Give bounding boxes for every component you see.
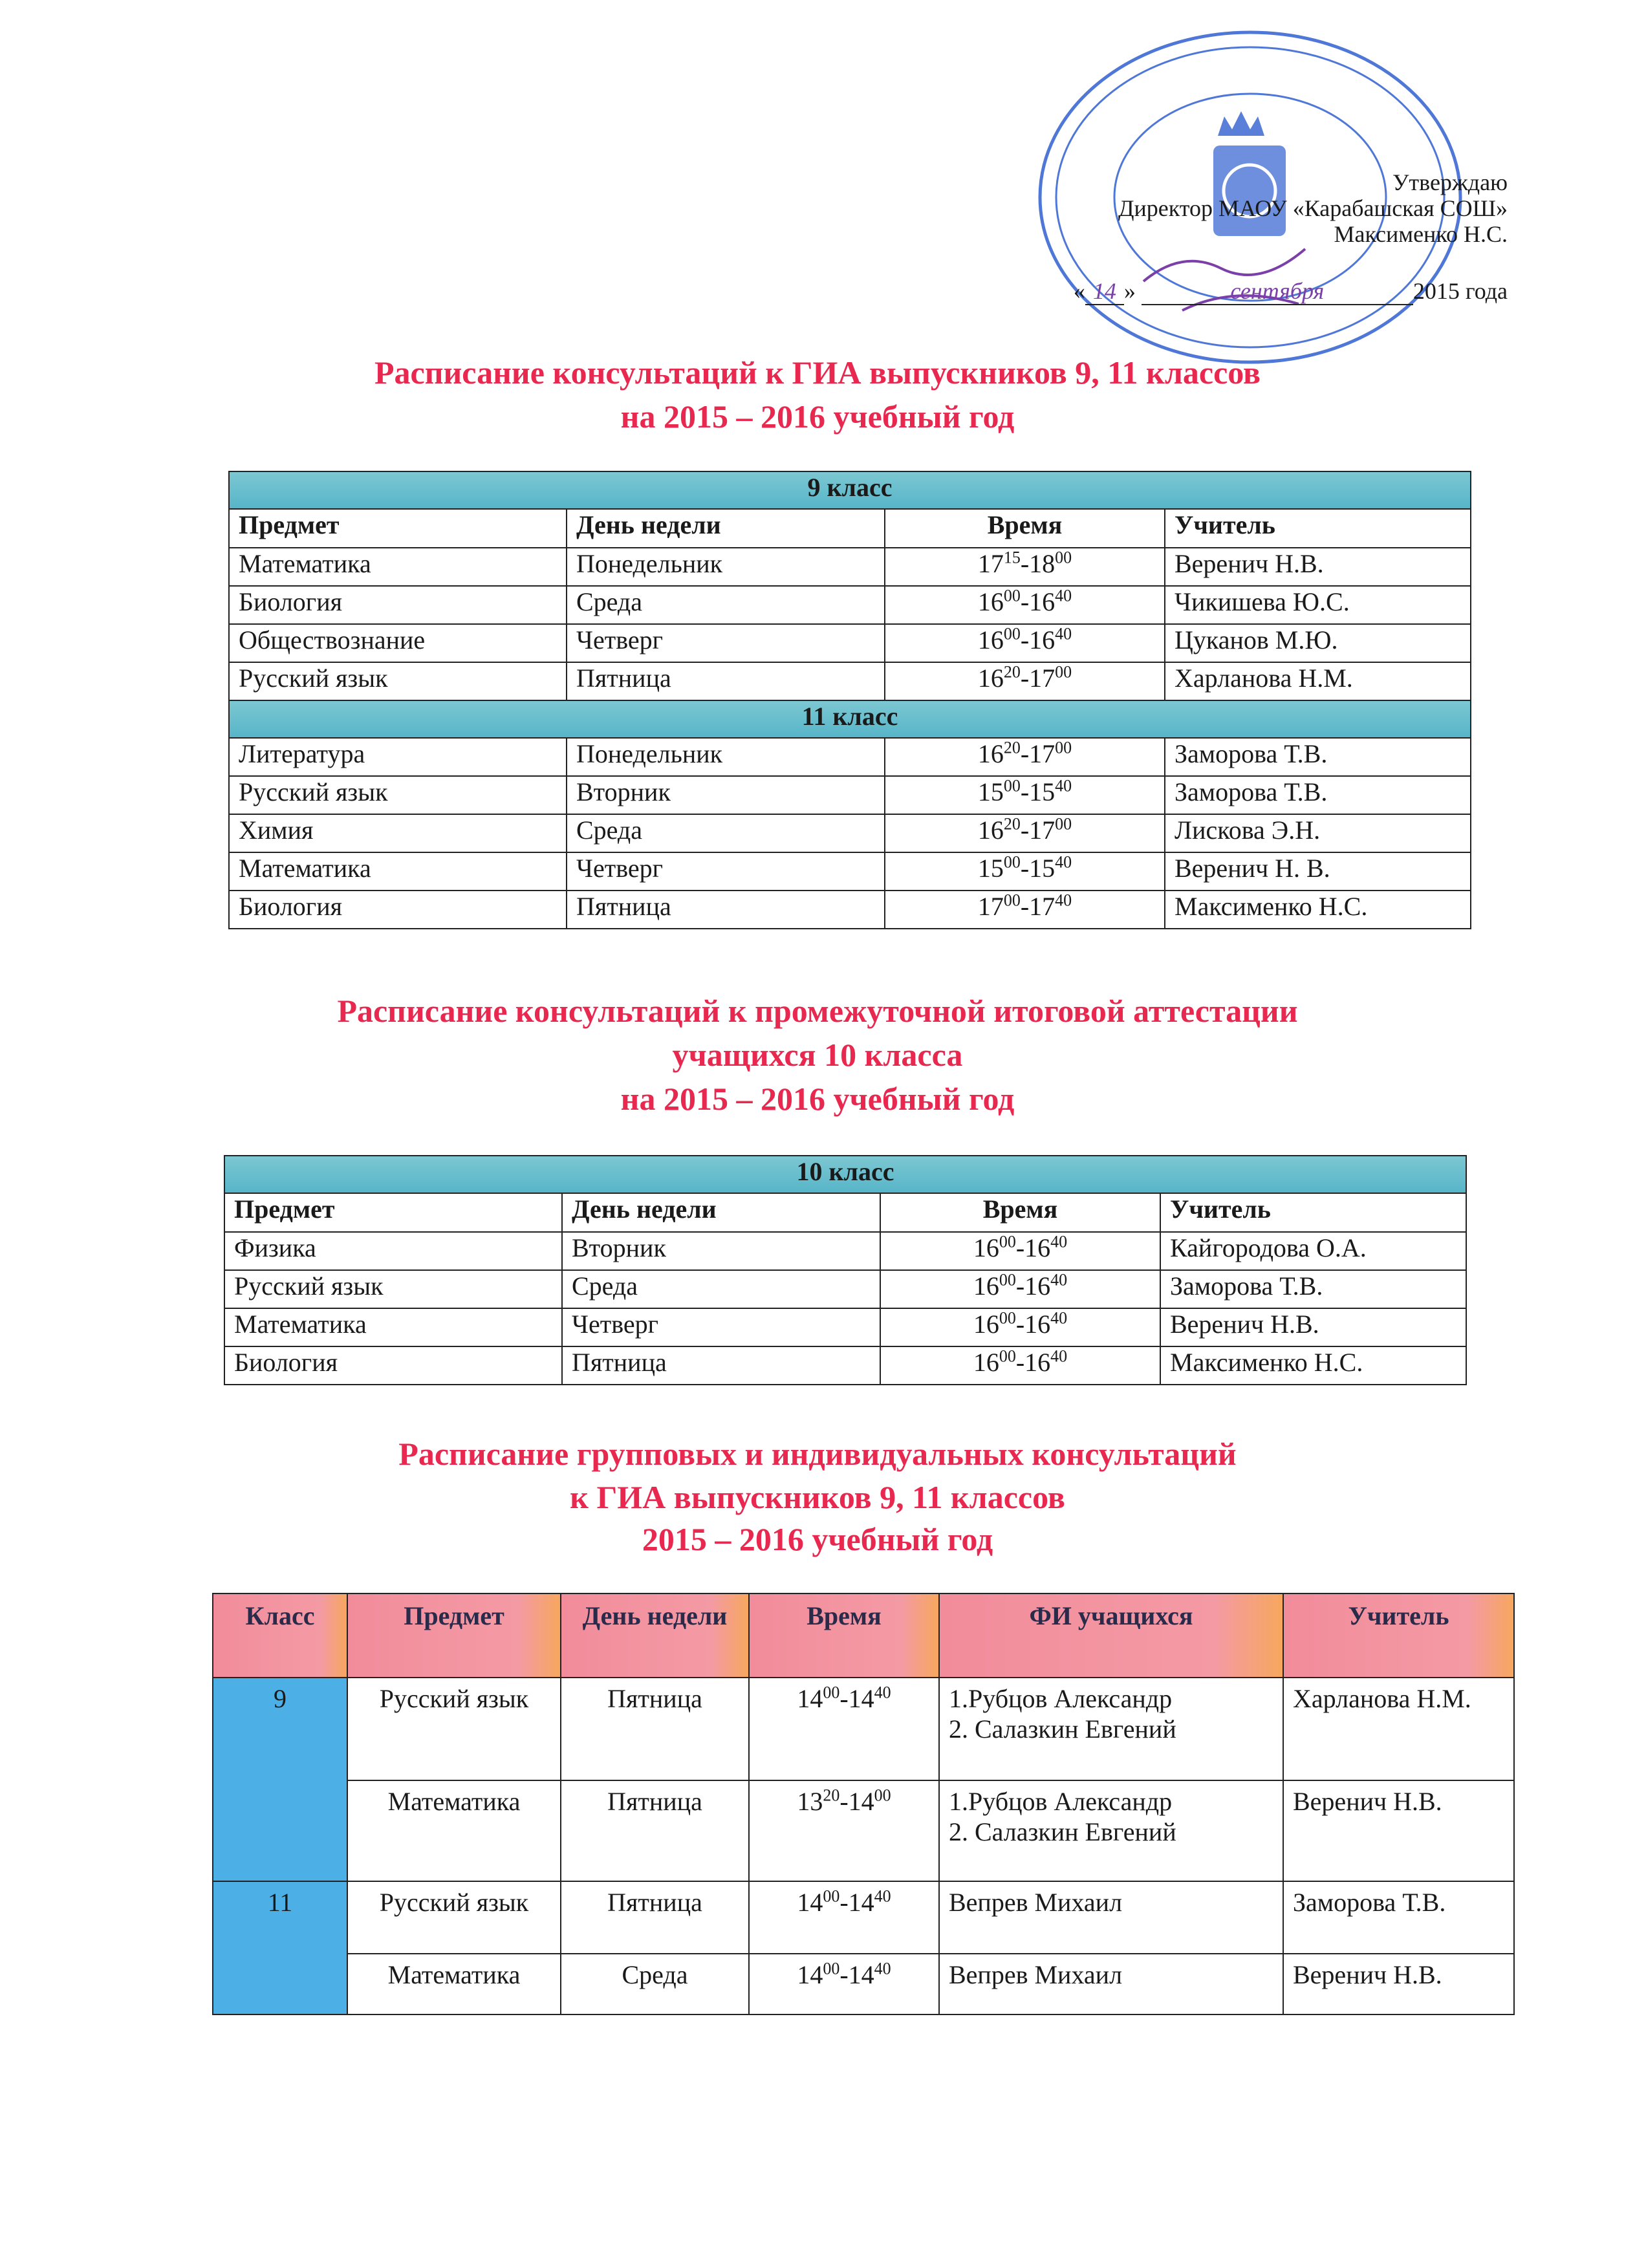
- day-cell: Пятница: [567, 662, 885, 700]
- subject-cell: Русский язык: [224, 1270, 562, 1308]
- teacher-cell: Кайгородова О.А.: [1160, 1232, 1466, 1270]
- time-cell: $16^{00}-16^{40}$: [880, 1232, 1160, 1270]
- day-cell: Четверг: [567, 624, 885, 662]
- gia-9-11-schedule-table: [228, 471, 1471, 929]
- student-name: 2. Салазкин Евгений: [949, 1714, 1176, 1744]
- time-start-hour: 15: [977, 777, 1004, 806]
- section1-title-line1: Расписание консультаций к ГИА выпускников 9, 11 классов: [374, 354, 1261, 391]
- teacher-cell: Максименко Н.С.: [1160, 1346, 1466, 1385]
- time-end-hour: 16: [1029, 625, 1056, 654]
- column-header: День недели: [567, 509, 885, 548]
- time-start-min: 20: [1003, 814, 1021, 834]
- time-start-hour: 16: [973, 1310, 999, 1339]
- class-cell: 11: [213, 1881, 347, 2014]
- teacher-cell: Веренич Н.В.: [1283, 1954, 1514, 2014]
- time-start-hour: 17: [977, 892, 1004, 921]
- teacher-cell: Заморова Т.В.: [1160, 1270, 1466, 1308]
- time-cell: $16^{00}-16^{40}$: [885, 624, 1165, 662]
- time-end-min: 40: [1050, 1346, 1068, 1366]
- teacher-cell: Заморова Т.В.: [1165, 738, 1471, 776]
- time-end-hour: 15: [1029, 777, 1056, 806]
- time-end-hour: 14: [848, 1787, 874, 1816]
- date-quote-close: »: [1123, 278, 1136, 304]
- time-cell: $17^{00}-17^{40}$: [885, 891, 1165, 929]
- time-start-min: 00: [823, 1683, 840, 1702]
- time-cell: $16^{00}-16^{40}$: [880, 1270, 1160, 1308]
- student-name: Вепрев Михаил: [949, 1960, 1123, 1989]
- teacher-cell: Цуканов М.Ю.: [1165, 624, 1471, 662]
- subject-cell: Химия: [229, 814, 567, 852]
- time-cell: $16^{20}-17^{00}$: [885, 662, 1165, 700]
- column-header: Время: [880, 1193, 1160, 1232]
- time-start-hour: 16: [977, 587, 1004, 616]
- time-start-hour: 13: [797, 1787, 823, 1816]
- teacher-cell: Максименко Н.С.: [1165, 891, 1471, 929]
- day-cell: Вторник: [567, 776, 885, 814]
- student-name: Вепрев Михаил: [949, 1888, 1123, 1917]
- section3-title-line1: Расписание групповых и индивидуальных консультаций: [398, 1436, 1237, 1472]
- time-start-min: 00: [999, 1232, 1016, 1251]
- table-row: [229, 586, 1471, 624]
- student-name: 1.Рубцов Александр: [949, 1684, 1173, 1713]
- time-end-min: 40: [874, 1683, 891, 1702]
- day-cell: Пятница: [561, 1678, 749, 1780]
- time-start-min: 00: [1003, 624, 1021, 643]
- time-end-hour: 14: [848, 1684, 874, 1713]
- table-row: [224, 1308, 1466, 1346]
- time-end-hour: 17: [1029, 739, 1056, 768]
- time-end-min: 00: [1055, 738, 1072, 757]
- section1-title-line2: на 2015 – 2016 учебный год: [620, 398, 1015, 435]
- time-cell: $14^{00}-14^{40}$: [749, 1954, 939, 2014]
- table-row: [229, 624, 1471, 662]
- time-start-min: 00: [999, 1308, 1016, 1328]
- time-start-hour: 16: [977, 815, 1004, 845]
- column-header: Время: [749, 1593, 939, 1678]
- column-header: Учитель: [1160, 1193, 1466, 1232]
- time-start-min: 00: [1003, 852, 1021, 872]
- time-cell: $14^{00}-14^{40}$: [749, 1678, 939, 1780]
- column-header: Предмет: [347, 1593, 561, 1678]
- table-row: [213, 1954, 1514, 2014]
- time-end-hour: 18: [1029, 549, 1056, 578]
- section3-title-line2: к ГИА выпускников 9, 11 классов: [570, 1479, 1065, 1515]
- table-row: [229, 776, 1471, 814]
- teacher-cell: Заморова Т.В.: [1283, 1881, 1514, 1954]
- table-row: [229, 548, 1471, 586]
- subject-cell: Обществознание: [229, 624, 567, 662]
- column-header: Предмет: [224, 1193, 562, 1232]
- subject-cell: Математика: [347, 1954, 561, 2014]
- time-cell: $16^{00}-16^{40}$: [880, 1346, 1160, 1385]
- day-cell: Вторник: [562, 1232, 880, 1270]
- day-cell: Четверг: [567, 852, 885, 891]
- time-start-min: 00: [999, 1346, 1016, 1366]
- subject-cell: Математика: [224, 1308, 562, 1346]
- day-cell: Понедельник: [567, 738, 885, 776]
- column-header: Учитель: [1165, 509, 1471, 548]
- grade-band: 10 класс: [224, 1156, 1466, 1193]
- subject-cell: Математика: [229, 852, 567, 891]
- time-end-min: 40: [1050, 1232, 1068, 1251]
- table-row: [224, 1346, 1466, 1385]
- students-cell: [939, 1780, 1283, 1881]
- subject-cell: Математика: [229, 548, 567, 586]
- time-end-min: 40: [874, 1959, 891, 1978]
- day-cell: Среда: [567, 814, 885, 852]
- time-end-min: 40: [1050, 1270, 1068, 1290]
- date-day: 14: [1085, 278, 1124, 305]
- student-name: 1.Рубцов Александр: [949, 1787, 1173, 1816]
- time-start-hour: 16: [977, 664, 1004, 693]
- time-end-hour: 15: [1029, 854, 1056, 883]
- column-header: День недели: [562, 1193, 880, 1232]
- approval-name: Максименко Н.С.: [1334, 221, 1508, 247]
- time-start-min: 00: [1003, 586, 1021, 605]
- time-end-min: 40: [1055, 852, 1072, 872]
- students-cell: [939, 1678, 1283, 1780]
- students-cell: [939, 1881, 1283, 1954]
- time-cell: $16^{00}-16^{40}$: [880, 1308, 1160, 1346]
- teacher-cell: Веренич Н.В.: [1160, 1308, 1466, 1346]
- date-quote-open: «: [1073, 278, 1085, 304]
- subject-cell: Русский язык: [347, 1881, 561, 1954]
- grade-band: 9 класс: [229, 471, 1471, 509]
- time-cell: $15^{00}-15^{40}$: [885, 852, 1165, 891]
- time-start-hour: 16: [977, 739, 1004, 768]
- individual-consultations-table: [212, 1593, 1515, 2015]
- time-end-hour: 17: [1029, 892, 1056, 921]
- time-end-min: 00: [874, 1786, 891, 1805]
- time-end-hour: 16: [1029, 587, 1056, 616]
- table-row: [213, 1678, 1514, 1780]
- time-end-hour: 17: [1029, 815, 1056, 845]
- approval-title: Утверждаю: [1392, 169, 1508, 195]
- grade-band: 11 класс: [229, 700, 1471, 738]
- teacher-cell: Харланова Н.М.: [1165, 662, 1471, 700]
- date-year: 2015 года: [1413, 278, 1508, 304]
- day-cell: Пятница: [561, 1780, 749, 1881]
- column-header: День недели: [561, 1593, 749, 1678]
- time-cell: $16^{20}-17^{00}$: [885, 814, 1165, 852]
- date-month: сентября: [1142, 278, 1413, 305]
- subject-cell: Русский язык: [229, 776, 567, 814]
- student-name: 2. Салазкин Евгений: [949, 1817, 1176, 1846]
- time-end-min: 40: [1055, 624, 1072, 643]
- subject-cell: Литература: [229, 738, 567, 776]
- time-start-min: 00: [1003, 891, 1021, 910]
- table-row: [229, 662, 1471, 700]
- time-cell: $14^{00}-14^{40}$: [749, 1881, 939, 1954]
- time-start-hour: 15: [977, 854, 1004, 883]
- time-start-min: 00: [999, 1270, 1016, 1290]
- time-end-min: 40: [1055, 586, 1072, 605]
- time-end-min: 00: [1055, 662, 1072, 682]
- time-start-min: 00: [823, 1886, 840, 1906]
- time-start-hour: 16: [977, 625, 1004, 654]
- day-cell: Пятница: [567, 891, 885, 929]
- time-cell: $15^{00}-15^{40}$: [885, 776, 1165, 814]
- approval-date: [1074, 278, 1508, 305]
- teacher-cell: Лискова Э.Н.: [1165, 814, 1471, 852]
- time-cell: $17^{15}-18^{00}$: [885, 548, 1165, 586]
- day-cell: Понедельник: [567, 548, 885, 586]
- time-start-hour: 14: [797, 1888, 823, 1917]
- time-end-min: 40: [1055, 776, 1072, 795]
- table-row: [229, 738, 1471, 776]
- table-row: [224, 1232, 1466, 1270]
- table-row: [224, 1270, 1466, 1308]
- time-end-hour: 14: [848, 1960, 874, 1989]
- teacher-cell: Чикишева Ю.С.: [1165, 586, 1471, 624]
- table-row: [229, 852, 1471, 891]
- subject-cell: Математика: [347, 1780, 561, 1881]
- time-start-min: 20: [1003, 738, 1021, 757]
- column-header: ФИ учащихся: [939, 1593, 1283, 1678]
- subject-cell: Физика: [224, 1232, 562, 1270]
- crown-icon: [1218, 111, 1264, 136]
- section2-title-line2: учащихся 10 класса: [672, 1037, 963, 1073]
- section2-title-line3: на 2015 – 2016 учебный год: [620, 1081, 1015, 1117]
- time-cell: $13^{20}-14^{00}$: [749, 1780, 939, 1881]
- time-end-hour: 16: [1024, 1233, 1051, 1262]
- time-start-hour: 14: [797, 1684, 823, 1713]
- teacher-cell: Заморова Т.В.: [1165, 776, 1471, 814]
- time-start-hour: 14: [797, 1960, 823, 1989]
- table-row: [229, 814, 1471, 852]
- teacher-cell: Веренич Н. В.: [1165, 852, 1471, 891]
- table-row: [213, 1780, 1514, 1881]
- time-end-hour: 17: [1029, 664, 1056, 693]
- section2-title-line1: Расписание консультаций к промежуточной итоговой аттестации: [337, 993, 1298, 1029]
- time-start-hour: 16: [973, 1271, 999, 1301]
- class-cell: 9: [213, 1678, 347, 1881]
- teacher-cell: Харланова Н.М.: [1283, 1678, 1514, 1780]
- approval-position: Директор МАОУ «Карабашская СОШ»: [1118, 195, 1508, 221]
- time-end-min: 00: [1055, 548, 1072, 567]
- time-end-hour: 16: [1024, 1310, 1051, 1339]
- time-start-min: 20: [823, 1786, 840, 1805]
- time-end-min: 00: [1055, 814, 1072, 834]
- table-row: [229, 891, 1471, 929]
- day-cell: Пятница: [562, 1346, 880, 1385]
- subject-cell: Биология: [229, 891, 567, 929]
- time-start-hour: 16: [973, 1348, 999, 1377]
- grade10-schedule-table: [224, 1155, 1467, 1385]
- day-cell: Среда: [567, 586, 885, 624]
- day-cell: Пятница: [561, 1881, 749, 1954]
- time-start-min: 15: [1003, 548, 1021, 567]
- time-start-hour: 16: [973, 1233, 999, 1262]
- students-cell: [939, 1954, 1283, 2014]
- subject-cell: Русский язык: [229, 662, 567, 700]
- time-end-min: 40: [1050, 1308, 1068, 1328]
- day-cell: Четверг: [562, 1308, 880, 1346]
- time-end-min: 40: [874, 1886, 891, 1906]
- table-row: [213, 1881, 1514, 1954]
- teacher-cell: Веренич Н.В.: [1165, 548, 1471, 586]
- time-end-hour: 16: [1024, 1348, 1051, 1377]
- column-header: Время: [885, 509, 1165, 548]
- time-cell: $16^{00}-16^{40}$: [885, 586, 1165, 624]
- column-header: Класс: [213, 1593, 347, 1678]
- column-header: Учитель: [1283, 1593, 1514, 1678]
- teacher-cell: Веренич Н.В.: [1283, 1780, 1514, 1881]
- time-start-min: 00: [1003, 776, 1021, 795]
- subject-cell: Биология: [224, 1346, 562, 1385]
- time-end-min: 40: [1055, 891, 1072, 910]
- time-end-hour: 14: [848, 1888, 874, 1917]
- column-header: Предмет: [229, 509, 567, 548]
- section3-title-line3: 2015 – 2016 учебный год: [642, 1521, 993, 1557]
- time-end-hour: 16: [1024, 1271, 1051, 1301]
- time-start-min: 20: [1003, 662, 1021, 682]
- day-cell: Среда: [562, 1270, 880, 1308]
- time-start-hour: 17: [977, 549, 1004, 578]
- day-cell: Среда: [561, 1954, 749, 2014]
- subject-cell: Русский язык: [347, 1678, 561, 1780]
- time-cell: $16^{20}-17^{00}$: [885, 738, 1165, 776]
- time-start-min: 00: [823, 1959, 840, 1978]
- subject-cell: Биология: [229, 586, 567, 624]
